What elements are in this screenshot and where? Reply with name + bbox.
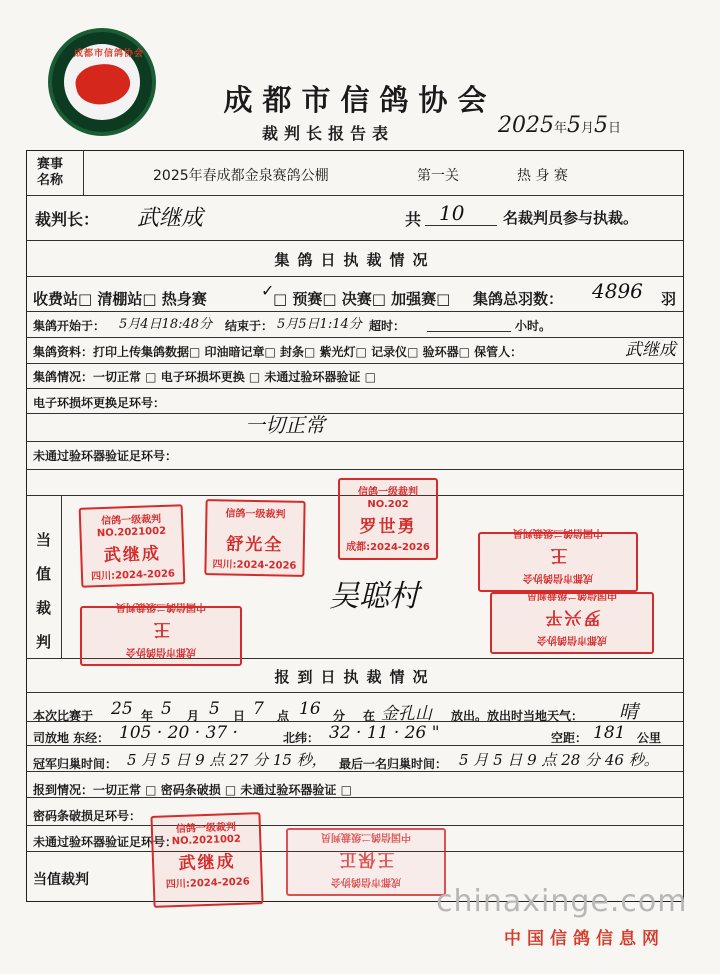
arrival-failed-label: 未通过验环器验证足环号： bbox=[33, 835, 178, 849]
damaged-ring-value: 一切正常 bbox=[245, 413, 325, 437]
referee-count-underline bbox=[425, 225, 497, 226]
event-type: 热 身 赛 bbox=[517, 168, 568, 184]
chief-referee-label: 裁判长： bbox=[35, 210, 100, 229]
duty-referee-label: 当值裁判 bbox=[36, 531, 52, 651]
arrival-section-title: 报到日执裁情况 bbox=[274, 668, 436, 686]
site-watermark: chinaxinge.com bbox=[436, 884, 688, 919]
race-hour: 7 bbox=[253, 699, 264, 719]
total-count-label: 集鸽总羽数： bbox=[473, 290, 564, 308]
row-divider bbox=[27, 195, 683, 196]
minute-unit: 分 bbox=[333, 709, 346, 723]
row-divider bbox=[27, 240, 683, 241]
referee-count-suffix: 名裁判员参与执裁。 bbox=[503, 209, 639, 227]
referee-stamp: 信鸽一级裁判 NO.2021002 武继成 四川:2024-2026 bbox=[150, 812, 263, 908]
hour-unit: 点 bbox=[277, 709, 290, 723]
custodian-signature: 武继成 bbox=[625, 340, 676, 360]
row-divider bbox=[27, 825, 683, 826]
row-divider bbox=[27, 469, 683, 470]
duty-label-divider bbox=[61, 495, 62, 658]
at-label: 在 bbox=[363, 709, 376, 723]
row-divider bbox=[27, 337, 683, 338]
collection-status: 集鸽情况：一切正常 □ 电子环损坏更换 □ 未通过验环器验证 □ bbox=[33, 370, 376, 384]
broken-code-label: 密码条破损足环号： bbox=[33, 809, 142, 823]
total-count-unit: 羽 bbox=[661, 290, 677, 308]
collection-materials: 集鸽资料：打印上传集鸽数据□ 印油暗记章□ 封条□ 紫光灯□ 记录仪□ 验环器□ 保管人： bbox=[33, 345, 523, 359]
logo-text: 成都市信鸽协会 bbox=[74, 49, 145, 59]
distance: 181 bbox=[593, 723, 626, 743]
row-divider bbox=[27, 692, 683, 693]
row-divider bbox=[27, 388, 683, 389]
event-label-divider bbox=[83, 151, 84, 195]
referee-stamp: 成都市信鸽协会 罗兴平 中国信鸽二级裁判员 bbox=[490, 592, 654, 654]
site-name-watermark: 中国信鸽信息网 bbox=[504, 929, 665, 949]
chief-referee-signature: 武继成 bbox=[137, 206, 204, 231]
arrival-duty-label: 当值裁判 bbox=[33, 872, 89, 888]
race-month: 5 bbox=[161, 699, 172, 719]
race-start-label: 本次比赛于 bbox=[33, 709, 94, 723]
arrival-status: 报到情况：一切正常 □ 密码条破损 □ 未通过验环器验证 □ bbox=[33, 783, 352, 797]
failed-ring-label: 未通过验环器验证足环号： bbox=[33, 449, 178, 463]
start-time-label: 集鸽开始于： bbox=[33, 319, 106, 333]
referee-stamp: 成都市信鸽协会 王 中国信鸽二级裁判员 bbox=[478, 532, 638, 592]
row-divider bbox=[27, 721, 683, 722]
race-minute: 16 bbox=[299, 699, 321, 719]
release-location: 金孔山 bbox=[381, 704, 432, 724]
row-divider bbox=[27, 276, 683, 277]
referee-stamp: 信鸽一级裁判 舒光全 四川:2024-2026 bbox=[204, 499, 305, 577]
referee-stamp: 成都市信鸽协会 王保正 中国信鸽二级裁判员 bbox=[286, 828, 446, 896]
distance-label: 空距： bbox=[551, 731, 588, 745]
row-divider bbox=[27, 441, 683, 442]
day-unit: 日 bbox=[233, 709, 246, 723]
row-divider bbox=[27, 363, 683, 364]
event-name-label: 赛事名称 bbox=[37, 157, 64, 188]
report-date: 2025年5月5日 bbox=[498, 113, 622, 138]
latitude: 32 · 11 · 26 " bbox=[329, 723, 440, 743]
overtime-underline bbox=[427, 331, 511, 332]
champion-time-label: 冠军归巢时间： bbox=[33, 757, 118, 771]
champion-time: 5 月 5 日 9 点 27 分 15 秒， bbox=[127, 751, 327, 769]
referee-stamp: 信鸽一级裁判 NO.202 罗世勇 成都:2024-2026 bbox=[338, 478, 438, 560]
latitude-label: 北纬： bbox=[283, 731, 320, 745]
event-stage: 第一关 bbox=[417, 168, 459, 184]
overtime-unit: 小时。 bbox=[515, 319, 552, 333]
race-day: 5 bbox=[209, 699, 220, 719]
race-year: 25 bbox=[111, 699, 133, 719]
referee-stamp: 信鸽一级裁判 NO.2021002 武继成 四川:2024-2026 bbox=[79, 504, 186, 588]
row-divider bbox=[27, 311, 683, 312]
coordinates-label: 司放地 东经： bbox=[33, 731, 110, 745]
station-options: 收费站□ 清棚站□ 热身赛 bbox=[33, 290, 207, 308]
end-time: 5月5日1:14分 bbox=[277, 317, 362, 332]
referee-stamp: 成都市信鸽协会 王 中国信鸽二级裁判员 bbox=[80, 606, 242, 666]
last-time-label: 最后一名归巢时间： bbox=[339, 757, 448, 771]
start-time: 5月4日18:48分 bbox=[119, 317, 213, 332]
date-day: 5 bbox=[594, 113, 609, 138]
referee-count: 10 bbox=[439, 201, 465, 225]
date-year: 2025 bbox=[498, 113, 554, 138]
release-label: 放出。放出时当地天气： bbox=[451, 709, 584, 723]
distance-unit: 公里 bbox=[637, 731, 662, 745]
longitude: 105 · 20 · 37 · bbox=[119, 723, 238, 743]
race-type-options: □ 预赛□ 决赛□ 加强赛□ bbox=[273, 290, 451, 308]
weather: 晴 bbox=[619, 701, 639, 723]
date-month: 5 bbox=[567, 113, 582, 138]
total-count: 4896 bbox=[592, 279, 643, 303]
last-time: 5 月 5 日 9 点 28 分 46 秒。 bbox=[459, 751, 659, 769]
damaged-ring-label: 电子环损坏更换足环号： bbox=[33, 396, 166, 410]
form-title: 裁判长报告表 bbox=[262, 124, 395, 143]
org-title: 成都市信鸽协会 bbox=[223, 83, 497, 117]
referee-count-prefix: 共 bbox=[405, 210, 422, 229]
event-name: 2025年春成都金泉赛鸽公棚 bbox=[153, 168, 329, 184]
year-unit: 年 bbox=[141, 709, 154, 723]
duty-referee-signature: 吴聪村 bbox=[329, 579, 419, 614]
collection-section-title: 集鸽日执裁情况 bbox=[274, 251, 436, 269]
month-unit: 月 bbox=[187, 709, 200, 723]
warmup-check-mark: ✓ bbox=[261, 281, 275, 300]
end-time-label: 结束于： bbox=[225, 319, 274, 333]
row-divider bbox=[27, 413, 683, 414]
overtime-label: 超时： bbox=[369, 319, 406, 333]
